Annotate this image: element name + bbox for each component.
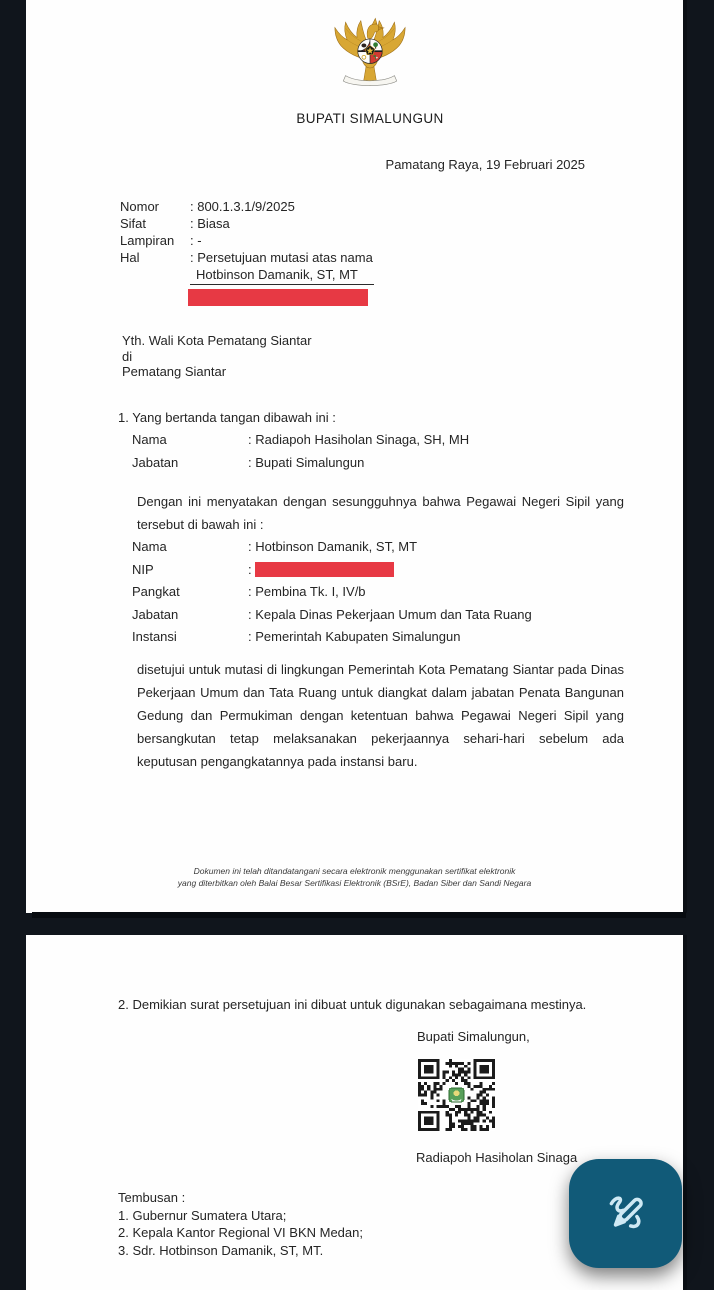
- employee-fields: [132, 536, 532, 649]
- tembusan-item: 1. Gubernur Sumatera Utara;: [118, 1207, 287, 1223]
- meta-value: : Persetujuan mutasi atas nama: [190, 250, 373, 265]
- letter-date: Pamatang Raya, 19 Februari 2025: [385, 157, 585, 172]
- field-label: Nama: [132, 432, 167, 447]
- garuda-pancasila-emblem: [328, 8, 412, 102]
- meta-label: Hal: [120, 250, 140, 265]
- addressee-line: Yth. Wali Kota Pematang Siantar: [122, 333, 312, 348]
- meta-label: Nomor: [120, 199, 160, 214]
- field-value: : Pembina Tk. I, IV/b: [248, 584, 366, 599]
- approval-paragraph: disetujui untuk mutasi di lingkungan Pemerintah Kota Pematang Siantar pada Dinas Pekerjaan Umum dan Tata Ruang untuk diangkat dalam jabatan Penata Bangunan Gedung dan Permukiman dengan ketentuan bahwa Pegawai Negeri Sipil yang bersangkutan tetap melaksanakan pekerjaannya sehari-hari sebelum ada keputusan pengangkatannya pada instansi baru.: [137, 662, 624, 769]
- point2-paragraph: 2. Demikian surat persetujuan ini dibuat untuk digunakan sebagaimana mestinya.: [118, 997, 587, 1012]
- page-edge-shadow: [32, 912, 686, 918]
- field-value: : Bupati Simalungun: [248, 455, 365, 470]
- point1-heading: 1. Yang bertanda tangan dibawah ini :: [118, 410, 336, 425]
- field-label: Jabatan: [132, 455, 179, 470]
- tembusan-block: [118, 1189, 363, 1259]
- redaction-bar: [188, 289, 368, 306]
- meta-label: Sifat: [120, 216, 147, 231]
- field-value: : Hotbinson Damanik, ST, MT: [248, 539, 418, 554]
- subject-name-underlined: Hotbinson Damanik, ST, MT: [190, 266, 374, 285]
- statement-paragraph: Dengan ini menyatakan dengan sesungguhnya bahwa Pegawai Negeri Sipil yang tersebut di bawah ini :: [137, 494, 624, 532]
- field-row: [132, 536, 532, 559]
- field-value: :: [248, 559, 394, 582]
- meta-value: : -: [190, 233, 202, 248]
- field-value: : Kepala Dinas Pekerjaan Umum dan Tata Ruang: [248, 606, 532, 622]
- letterhead: [42, 0, 698, 126]
- meta-value: : 800.1.3.1/9/2025: [190, 199, 295, 214]
- tembusan-item: 2. Kepala Kantor Regional VI BKN Medan;: [118, 1225, 363, 1240]
- signer-fields: [132, 428, 469, 474]
- field-value: : Pemerintah Kabupaten Simalungun: [248, 629, 461, 644]
- field-label: Jabatan: [132, 606, 179, 622]
- field-row: [132, 626, 532, 649]
- meta-row-lampiran: [120, 232, 374, 249]
- field-row: [132, 604, 532, 627]
- sign-document-fab[interactable]: [569, 1159, 682, 1268]
- field-value: : Radiapoh Hasiholan Sinaga, SH, MH: [248, 432, 470, 447]
- tembusan-heading: Tembusan :: [118, 1190, 186, 1205]
- electronic-signature-disclaimer: [26, 866, 683, 889]
- field-row-nip: [132, 559, 532, 582]
- field-label: Pangkat: [132, 584, 180, 599]
- tembusan-item: 3. Sdr. Hotbinson Damanik, ST, MT.: [118, 1242, 324, 1258]
- meta-hal-subject-name: [190, 266, 374, 285]
- addressee-line: Pematang Siantar: [122, 364, 227, 379]
- meta-value: : Biasa: [190, 216, 230, 231]
- signature-pen-icon: [601, 1189, 651, 1239]
- qr-code-signature: [418, 1059, 495, 1131]
- field-row: [132, 428, 469, 451]
- disclaimer-line: yang diterbitkan oleh Balai Besar Sertifikasi Elektronik (BSrE), Badan Siber dan Sandi Negara: [177, 877, 532, 888]
- signature-title: Bupati Simalungun,: [417, 1029, 530, 1044]
- meta-row-hal: [120, 249, 374, 266]
- field-label: Nama: [132, 539, 167, 554]
- field-label: NIP: [132, 561, 154, 577]
- meta-label: Lampiran: [120, 233, 175, 248]
- letter-page-1: [26, 0, 683, 913]
- addressee-block: [122, 333, 312, 380]
- disclaimer-line: Dokumen ini telah ditandatangani secara elektronik menggunakan sertifikat elektronik: [193, 866, 516, 876]
- meta-row-sifat: [120, 215, 374, 232]
- meta-row-nomor: [120, 198, 374, 215]
- signature-name: Radiapoh Hasiholan Sinaga: [416, 1150, 578, 1165]
- letterhead-title: BUPATI SIMALUNGUN: [296, 111, 444, 126]
- letter-meta: [120, 198, 374, 306]
- field-label: Instansi: [132, 629, 177, 644]
- field-row: [132, 581, 532, 604]
- field-row: [132, 451, 469, 474]
- redaction-bar: [255, 562, 394, 577]
- addressee-line: di: [122, 348, 133, 364]
